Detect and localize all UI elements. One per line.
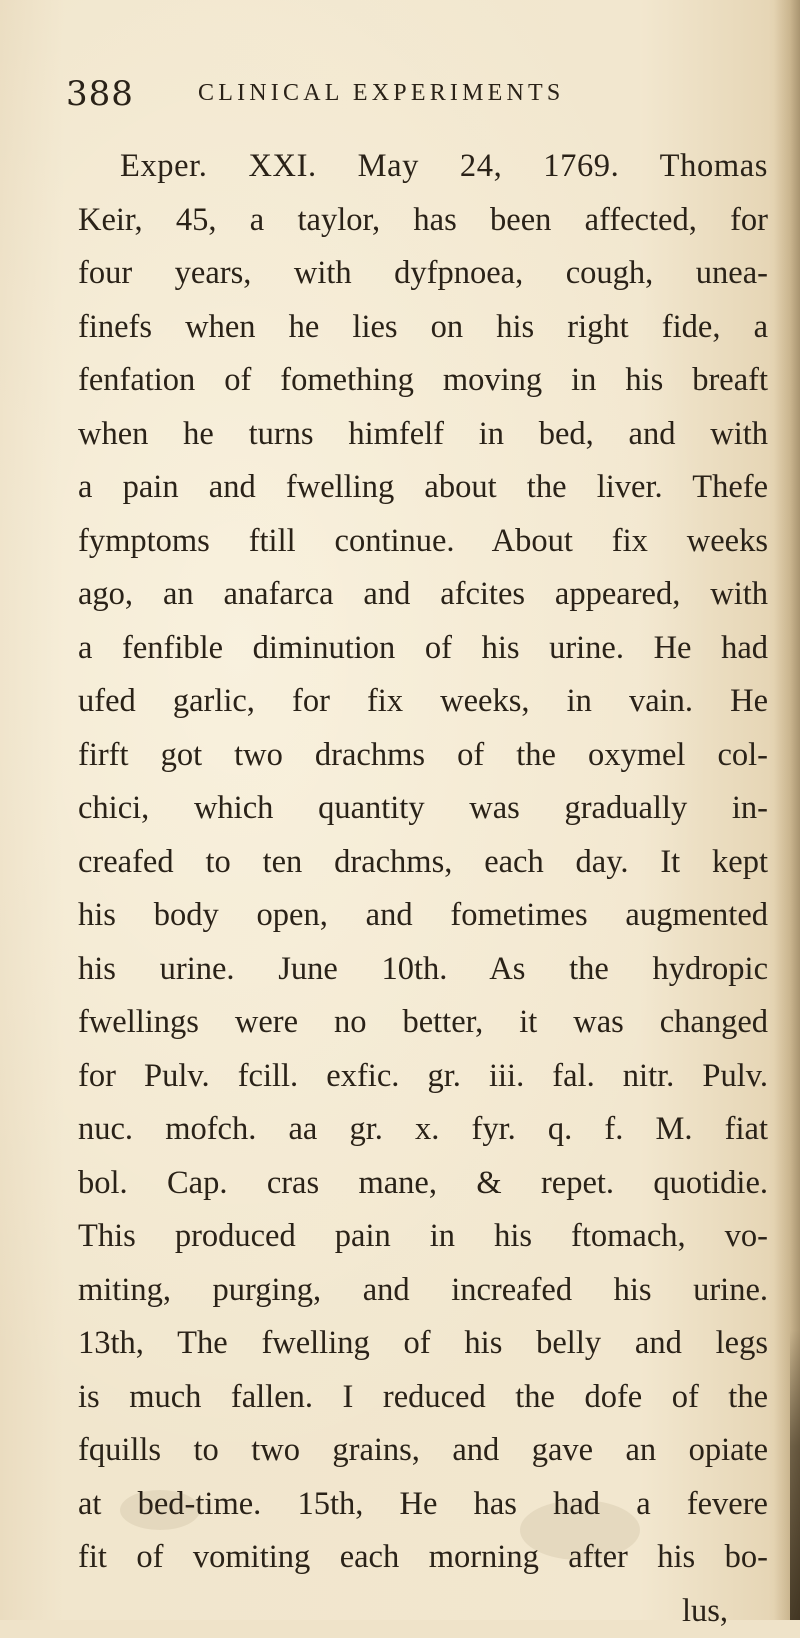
text-line: creafed to ten drachms, each day. It kept	[78, 836, 768, 890]
text-line: Keir, 45, a taylor, has been affected, for	[78, 194, 768, 248]
text-line: his body open, and fometimes augmented	[78, 889, 768, 943]
text-line: a pain and fwelling about the liver. Thefe	[78, 461, 768, 515]
text-line: fymptoms ftill continue. About fix weeks	[78, 515, 768, 569]
body-text	[78, 140, 768, 1638]
catchword: lus,	[78, 1585, 768, 1638]
text-line: 13th, The fwelling of his belly and legs	[78, 1317, 768, 1371]
page-header	[66, 74, 746, 120]
text-line: This produced pain in his ftomach, vo-	[78, 1210, 768, 1264]
text-line: fquills to two grains, and gave an opiate	[78, 1424, 768, 1478]
text-line: bol. Cap. cras mane, & repet. quotidie.	[78, 1157, 768, 1211]
text-line: fwellings were no better, it was changed	[78, 996, 768, 1050]
text-line: nuc. mofch. aa gr. x. fyr. q. f. M. fiat	[78, 1103, 768, 1157]
text-line: miting, purging, and increafed his urine.	[78, 1264, 768, 1318]
text-line: finefs when he lies on his right fide, a	[78, 301, 768, 355]
text-line: Exper. XXI. May 24, 1769. Thomas	[78, 140, 768, 194]
text-line: his urine. June 10th. As the hydropic	[78, 943, 768, 997]
page-number: 388	[66, 74, 134, 114]
text-line: chici, which quantity was gradually in-	[78, 782, 768, 836]
text-line: is much fallen. I reduced the dofe of the	[78, 1371, 768, 1425]
text-line: ufed garlic, for fix weeks, in vain. He	[78, 675, 768, 729]
text-line: for Pulv. fcill. exfic. gr. iii. fal. nitr. Pulv.	[78, 1050, 768, 1104]
text-line: fenfation of fomething moving in his breaft	[78, 354, 768, 408]
text-line: ago, an anafarca and afcites appeared, with	[78, 568, 768, 622]
running-head: CLINICAL EXPERIMENTS	[198, 80, 564, 107]
text-line: fit of vomiting each morning after his bo-	[78, 1531, 768, 1585]
text-line: when he turns himfelf in bed, and with	[78, 408, 768, 462]
text-line: firft got two drachms of the oxymel col-	[78, 729, 768, 783]
text-line: four years, with dyfpnoea, cough, unea-	[78, 247, 768, 301]
text-line: at bed-time. 15th, He has had a fevere	[78, 1478, 768, 1532]
page-edge-dark	[790, 1330, 800, 1620]
text-line: a fenfible diminution of his urine. He had	[78, 622, 768, 676]
